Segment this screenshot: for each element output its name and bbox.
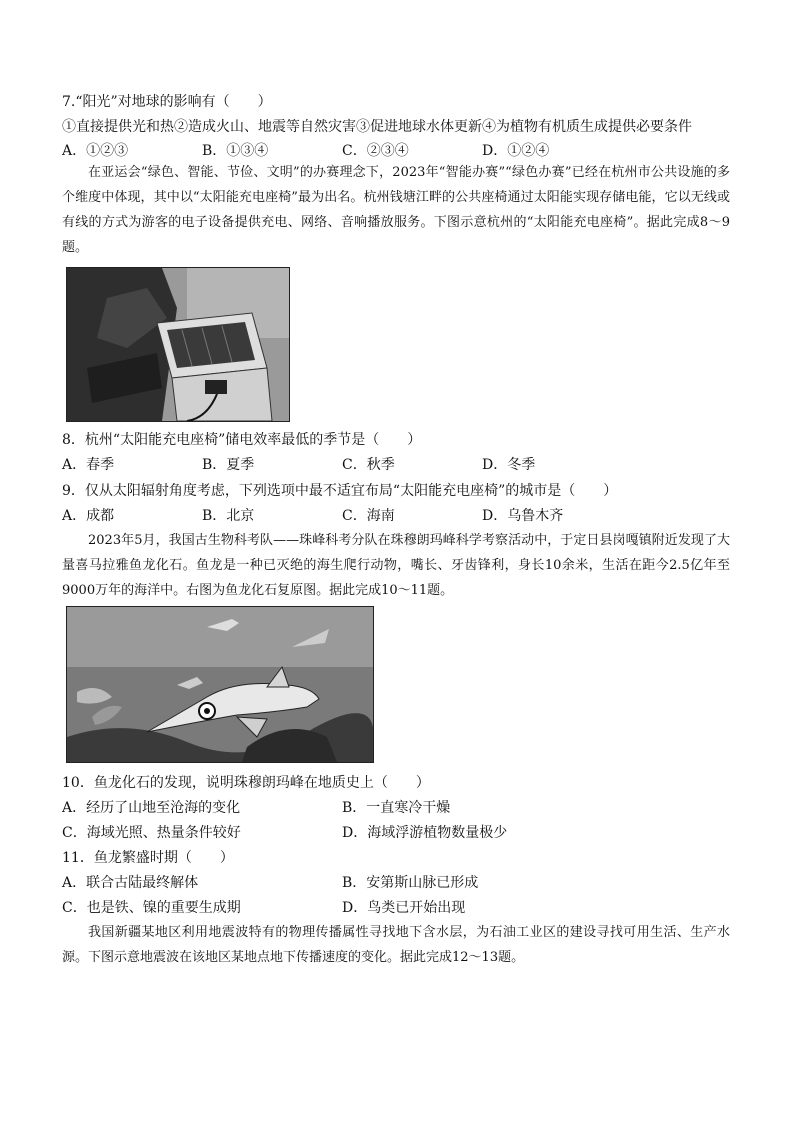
q9-option-b[interactable]: B．北京	[202, 508, 255, 524]
q7-option-a[interactable]: A．①②③	[62, 143, 129, 159]
q11-option-a[interactable]: A．联合古陆最终解体	[62, 875, 199, 891]
ichthyosaur-photo	[66, 606, 374, 763]
q9-options	[62, 505, 742, 527]
q11-options-row1	[62, 872, 742, 894]
passage-seismic-waves: 我国新疆某地区利用地震波特有的物理传播属性寻找地下含水层，为石油工业区的建设寻找可用生活、生产水源。下图示意地震波在该地区某地点地下传播速度的变化。据此完成12～13题。	[62, 925, 730, 965]
passage-solar-bench: 在亚运会“绿色、智能、节俭、文明”的办赛理念下，2023年“智能办赛”“绿色办赛”已经在杭州市公共设施的多个维度中体现，其中以“太阳能充电座椅”最为出名。杭州钱塘江畔的公共座椅通过太阳能实现存储电能，它以无线或有线的方式为游客的电子设备提供充电、网络、音响播放服务。下图示意杭州的“太阳能充电座椅”。据此完成8～9题。	[62, 165, 730, 255]
passage-ichthyosaur: 2023年5月，我国古生物科考队——珠峰科考分队在珠穆朗玛峰科学考察活动中，于定日县岗嘎镇附近发现了大量喜马拉雅鱼龙化石。鱼龙是一种已灭绝的海生爬行动物，嘴长、牙齿锋利，身长10余米，生活在距今2.5亿年至9000万年的海洋中。右图为鱼龙化石复原图。据此完成10～11题。	[62, 533, 730, 598]
q9-stem: 9．仅从太阳辐射角度考虑，下列选项中最不适宜布局“太阳能充电座椅”的城市是（ ）	[62, 483, 618, 499]
q8-options	[62, 454, 742, 476]
q10-option-d[interactable]: D．海域浮游植物数量极少	[342, 825, 508, 841]
solar-bench-photo	[66, 267, 290, 422]
q7-stem: 7.“阳光”对地球的影响有（ ）	[62, 94, 272, 110]
q7-option-c[interactable]: C．②③④	[342, 143, 409, 159]
q7-option-b[interactable]: B．①③④	[202, 143, 269, 159]
q11-options-row2	[62, 897, 742, 919]
q11-stem: 11．鱼龙繁盛时期（ ）	[62, 850, 234, 866]
q9-option-c[interactable]: C．海南	[342, 508, 395, 524]
q7-option-d[interactable]: D．①②④	[482, 143, 550, 159]
q8-option-a[interactable]: A．春季	[62, 457, 115, 473]
q10-stem: 10．鱼龙化石的发现，说明珠穆朗玛峰在地质史上（ ）	[62, 775, 430, 791]
q8-stem: 8．杭州“太阳能充电座椅”储电效率最低的季节是（ ）	[62, 432, 422, 448]
q10-option-a[interactable]: A．经历了山地至沧海的变化	[62, 800, 241, 816]
solar-bench-illustration	[67, 268, 289, 421]
q7-options	[62, 140, 742, 162]
q10-options-row1	[62, 797, 742, 819]
ichthyosaur-illustration	[67, 607, 373, 762]
q9-option-d[interactable]: D．乌鲁木齐	[482, 508, 564, 524]
q9-option-a[interactable]: A．成都	[62, 508, 115, 524]
q10-option-c[interactable]: C．海域光照、热量条件较好	[62, 825, 241, 841]
q8-option-d[interactable]: D．冬季	[482, 457, 536, 473]
q8-option-b[interactable]: B．夏季	[202, 457, 255, 473]
q11-option-d[interactable]: D．鸟类已开始出现	[342, 900, 466, 916]
q10-options-row2	[62, 822, 742, 844]
q11-option-b[interactable]: B．安第斯山脉已形成	[342, 875, 479, 891]
q8-option-c[interactable]: C．秋季	[342, 457, 395, 473]
q10-option-b[interactable]: B．一直寒冷干燥	[342, 800, 451, 816]
q11-option-c[interactable]: C．也是铁、镍的重要生成期	[62, 900, 241, 916]
q7-statements: ①直接提供光和热②造成火山、地震等自然灾害③促进地球水体更新④为植物有机质生成提供必要条件	[62, 119, 692, 135]
